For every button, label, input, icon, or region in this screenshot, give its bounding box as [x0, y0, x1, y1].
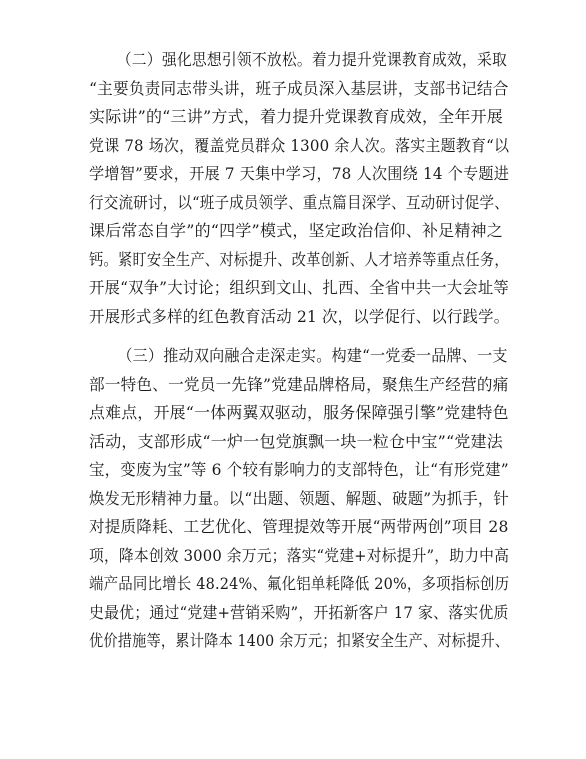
- text-line: 课后常态自学”的“四学”模式，坚定政治信仰、补足精神之: [89, 221, 503, 240]
- text-line: 开展“双争”大讨论；组织到文山、扎西、全省中共一大会址等: [89, 278, 509, 297]
- text-line: 党课 78 场次，覆盖党员群众 1300 余人次。落实主题教育“以: [89, 135, 510, 155]
- text-line: 部一特色、一党员一先锋”党建品牌格局，聚焦生产经营的痛: [89, 374, 509, 394]
- paragraph-ideological-guidance: [89, 46, 509, 331]
- text-line: 学增智”要求，开展 7 天集中学习，78 人次围绕 14 个专题进: [89, 164, 510, 183]
- text-line: 项，降本创效 3000 余万元；落实“党建+对标提升”，助力中高: [89, 545, 510, 565]
- text-line: 钙。紧盯安全生产、对标提升、改革创新、人才培养等重点任务，: [89, 249, 509, 269]
- text-line: 宝，变废为宝”等 6 个较有影响力的支部特色，让“有形党建”: [89, 460, 509, 479]
- text-line: （二）强化思想引领不放松。着力提升党课教育成效，采取: [116, 50, 507, 69]
- text-line: 焕发无形精神力量。以“出题、领题、解题、破题”为抓手，针: [89, 488, 509, 508]
- paragraph-two-way-integration: [89, 342, 509, 656]
- text-line: “主要负责同志带头讲，班子成员深入基层讲，支部书记结合: [89, 78, 509, 98]
- text-line: 史最优；通过“党建+营销采购”，开拓新客户 17 家、落实优质: [89, 602, 509, 622]
- text-line: 实际讲”的“三讲”方式，着力提升党课教育成效，全年开展: [89, 107, 503, 126]
- text-line: 开展形式多样的红色教育活动 21 次，以学促行、以行践学。: [89, 306, 510, 326]
- text-line: 活动，支部形成“一炉一包党旗飘一块一粒仓中宝”“党建法: [89, 431, 503, 451]
- document-body: [89, 46, 509, 656]
- text-line: 端产品同比增长 48.24%、氟化铝单耗降低 20%，多项指标创历: [89, 574, 510, 593]
- text-line: 优价措施等，累计降本 1400 余万元；扣紧安全生产、对标提升、: [89, 631, 510, 650]
- paragraph-spacer: [89, 331, 509, 342]
- text-line: 对提质降耗、工艺优化、管理提效等开展“两带两创”项目 28: [89, 517, 509, 536]
- text-line: 行交流研讨，以“班子成员领学、重点篇目深学、互动研讨促学、: [89, 192, 509, 212]
- text-line: 点难点，开展“一体两翼双驱动，服务保障强引擎”党建特色: [89, 403, 509, 422]
- text-line: （三）推动双向融合走深走实。构建“一党委一品牌、一支: [117, 346, 508, 365]
